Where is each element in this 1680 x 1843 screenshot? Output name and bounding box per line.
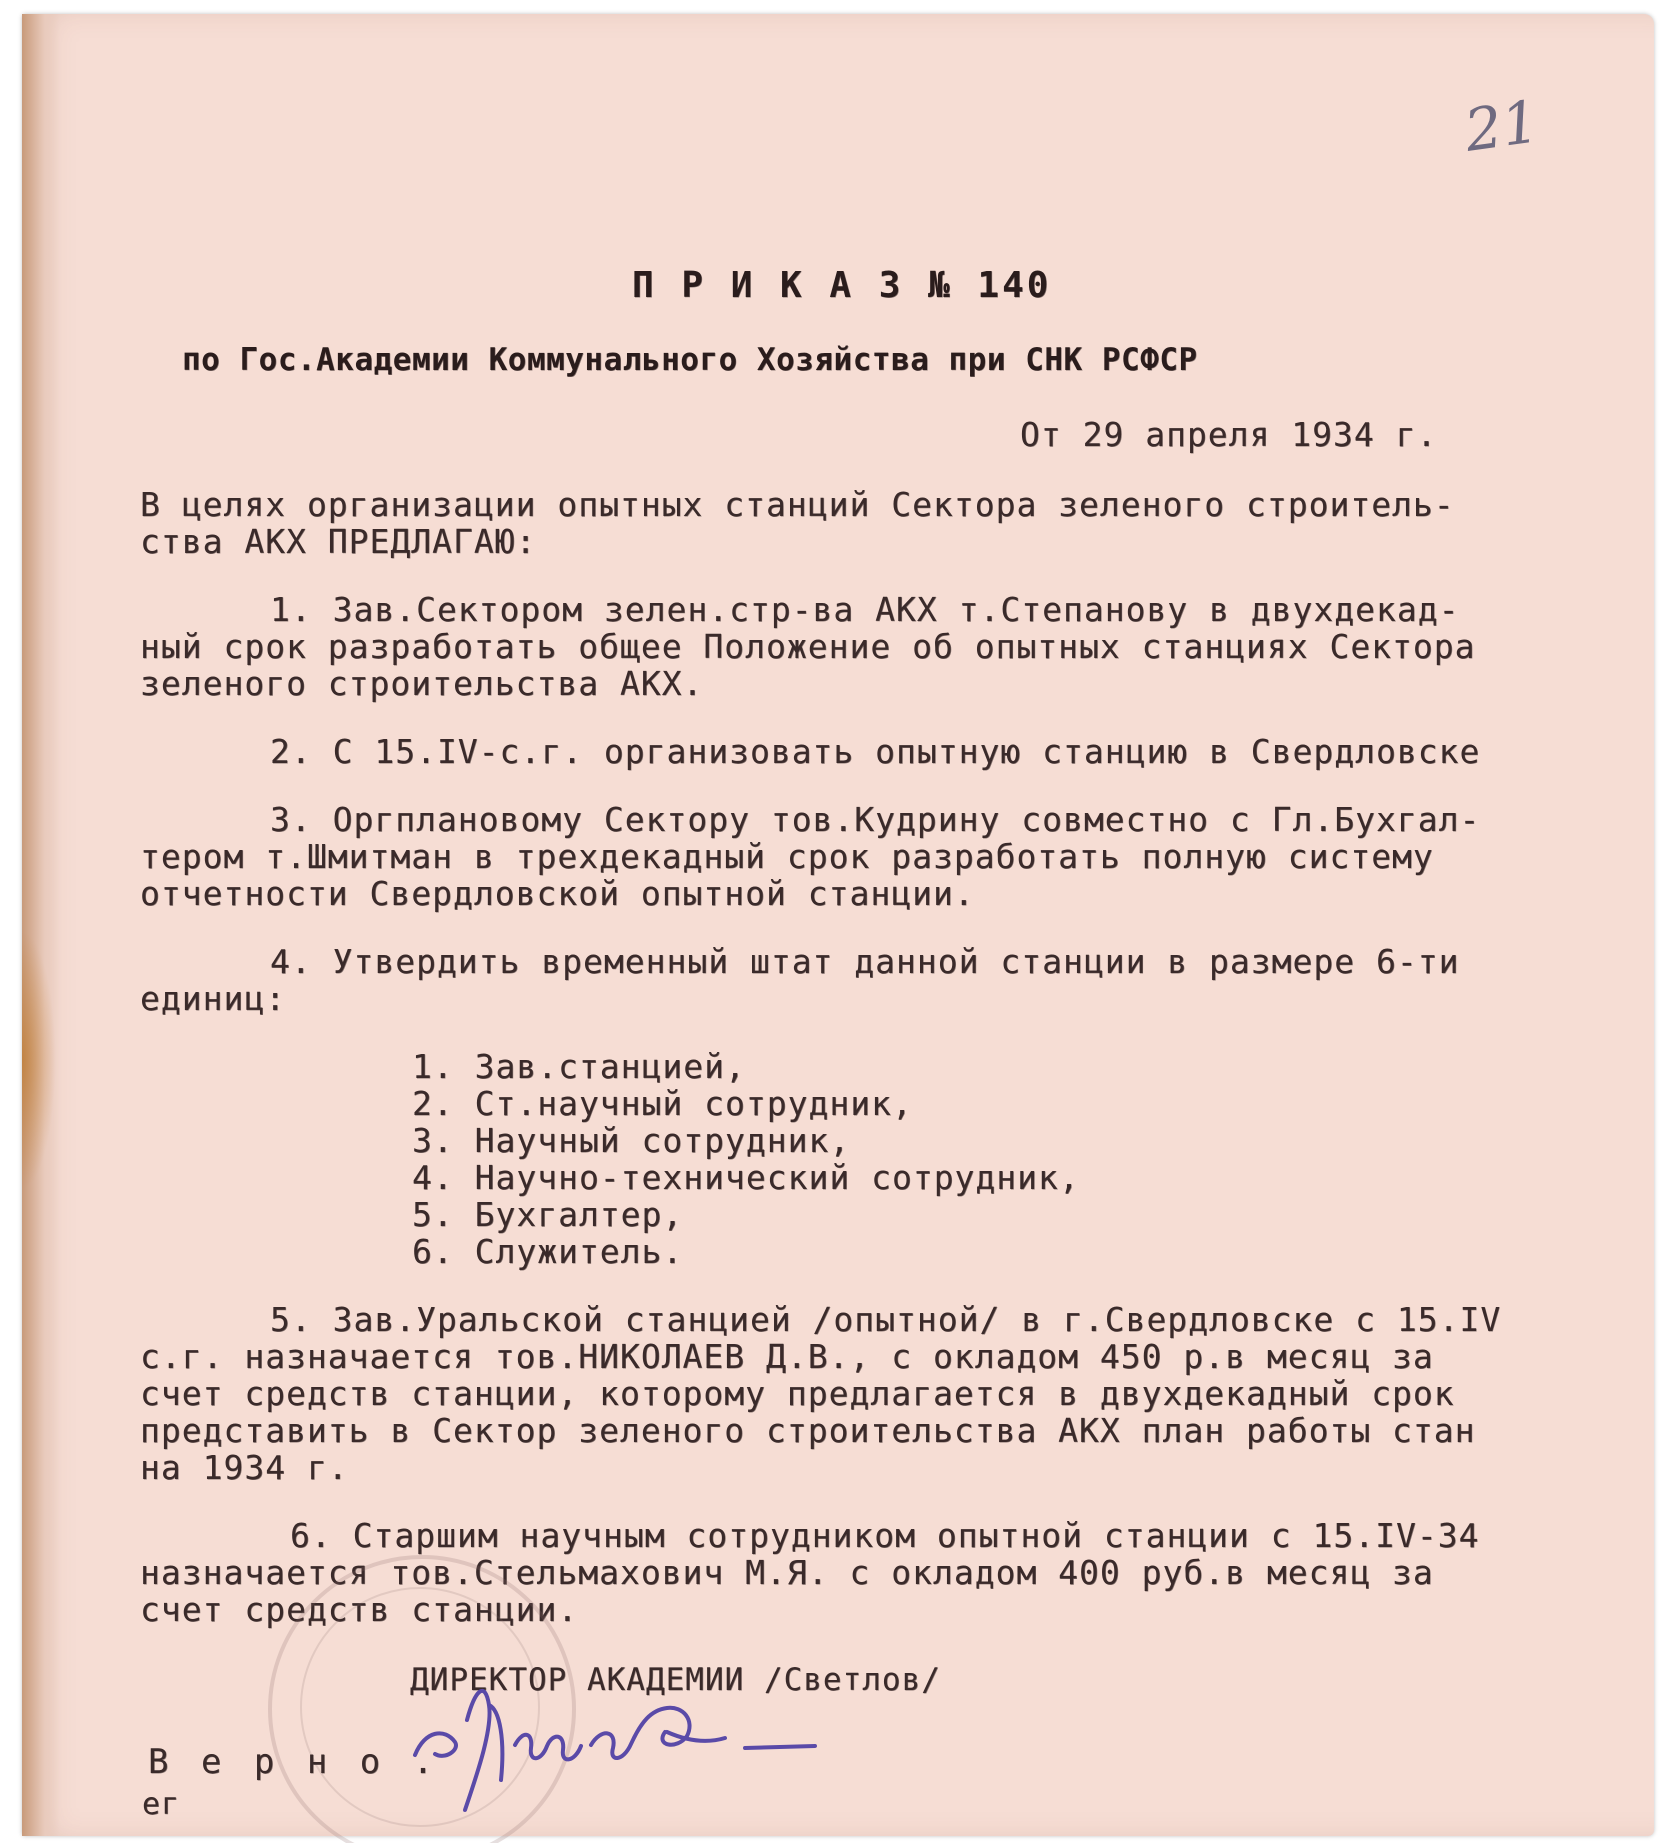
director-signature-line: ДИРЕКТОР АКАДЕМИИ /Светлов/ [410, 1662, 941, 1698]
paragraph-5-line: 5. Зав.Уральской станцией /опытной/ в г.Свердловске с 15.IV [270, 1300, 1502, 1339]
paragraph-1-line: зеленого строительства АКХ. [140, 664, 704, 703]
paragraph-3-line: отчетности Свердловской опытной станции. [140, 874, 975, 913]
paragraph-1-line: 1. Зав.Сектором зелен.стр-ва АКХ т.Степанову в двухдекад- [270, 590, 1460, 629]
paragraph-3-line: тером т.Шмитман в трехдекадный срок разработать полную систему [140, 837, 1434, 876]
typist-initials: ег [142, 1787, 181, 1822]
handwritten-signature [405, 1650, 925, 1820]
folio-number: 21 [1460, 87, 1544, 165]
paragraph-5-line: на 1934 г. [140, 1448, 349, 1487]
paragraph-5-line: с.г. назначается тов.НИКОЛАЕВ Д.В., с окладом 450 р.в месяц за [140, 1337, 1434, 1376]
paper-stain [22, 930, 56, 1190]
staff-list-item: 4. Научно-технический сотрудник, [412, 1158, 1080, 1197]
verification-label: В е р н о . [148, 1742, 440, 1782]
paragraph-4-line: 4. Утвердить временный штат данной станции в размере 6-ти [270, 942, 1460, 981]
document-date: От 29 апреля 1934 г. [1020, 415, 1438, 454]
staff-list-item: 3. Научный сотрудник, [412, 1121, 851, 1160]
staff-list-item: 2. Ст.научный сотрудник, [412, 1084, 913, 1123]
preamble-line: В целях организации опытных станций Сектора зеленого строитель- [140, 485, 1455, 524]
staff-list-item: 1. Зав.станцией, [412, 1047, 746, 1086]
binding-edge [22, 14, 60, 1836]
staff-list-item: 5. Бухгалтер, [412, 1195, 684, 1234]
document-title: П Р И К А З № 140 [632, 265, 1052, 306]
paragraph-4-line: единиц: [140, 979, 287, 1018]
paragraph-5-line: представить в Сектор зеленого строительства АКХ план работы стан [140, 1411, 1476, 1450]
paragraph-6-line: назначается тов.Стельмахович М.Я. с окладом 400 руб.в месяц за [140, 1553, 1434, 1592]
preamble-line: ства АКХ ПРЕДЛАГАЮ: [140, 522, 537, 561]
paragraph-2-line: 2. С 15.IV-с.г. организовать опытную станцию в Свердловске [270, 732, 1481, 771]
staff-list-item: 6. Служитель. [412, 1232, 684, 1271]
paragraph-5-line: счет средств станции, которому предлагается в двухдекадный срок [140, 1374, 1455, 1413]
paragraph-6-line: счет средств станции. [140, 1590, 579, 1629]
paragraph-1-line: ный срок разработать общее Положение об опытных станциях Сектора [140, 627, 1476, 666]
paragraph-3-line: 3. Оргплановому Сектору тов.Кудрину совместно с Гл.Бухгал- [270, 800, 1481, 839]
paragraph-6-line: 6. Старшим научным сотрудником опытной станции с 15.IV-34 [290, 1516, 1480, 1555]
document-subtitle: по Гос.Академии Коммунального Хозяйства при СНК РСФСР [182, 342, 1198, 378]
